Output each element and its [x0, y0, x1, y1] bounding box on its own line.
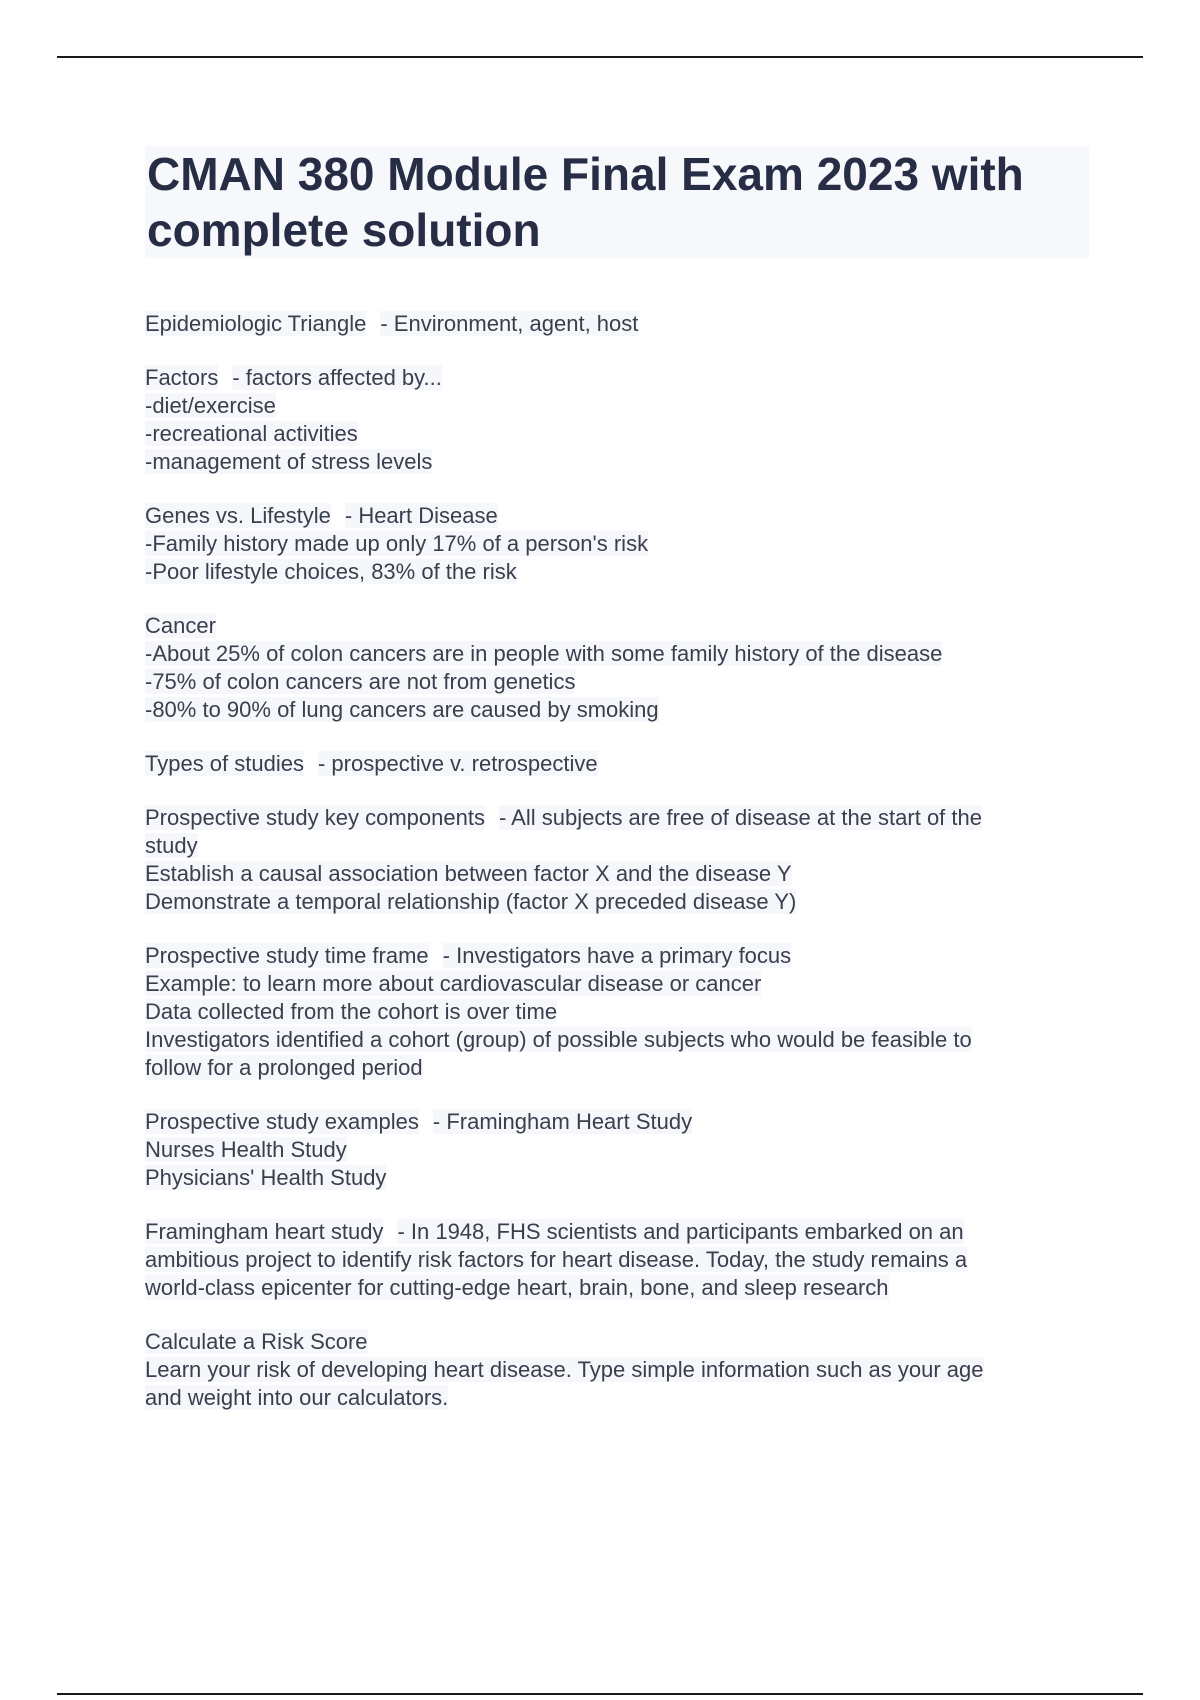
entry-first-line — [145, 1108, 1085, 1136]
qa-entry — [145, 942, 1085, 1082]
qa-entry — [145, 502, 1085, 586]
entry-term: Epidemiologic Triangle — [145, 311, 367, 336]
entry-answer: - All subjects are free of disease at the start of the — [498, 805, 982, 830]
entry-term: Prospective study key components — [145, 805, 485, 830]
entry-answer-text: and weight into our calculators. — [145, 1385, 449, 1410]
entry-answer-line — [145, 640, 1085, 668]
entry-answer-line — [145, 558, 1085, 586]
entry-term: Genes vs. Lifestyle — [145, 503, 331, 528]
entry-answer-text: Establish a causal association between factor X and the disease Y — [145, 861, 792, 886]
entry-first-line — [145, 1218, 1085, 1246]
qa-entry — [145, 1218, 1085, 1302]
entry-answer-text: -About 25% of colon cancers are in people with some family history of the disease — [145, 641, 943, 666]
entry-term: Framingham heart study — [145, 1219, 384, 1244]
entry-first-line — [145, 502, 1085, 530]
entry-answer: - prospective v. retrospective — [317, 751, 598, 776]
entry-first-line — [145, 804, 1085, 832]
entry-answer-line — [145, 860, 1085, 888]
qa-entry — [145, 1328, 1085, 1412]
entry-answer-line — [145, 1384, 1085, 1412]
entry-answer-line — [145, 530, 1085, 558]
entry-answer-text: -Family history made up only 17% of a person's risk — [145, 531, 649, 556]
qa-entry — [145, 750, 1085, 778]
entry-answer-line — [145, 1246, 1085, 1274]
entry-term: Cancer — [145, 613, 216, 638]
entry-answer-line — [145, 448, 1085, 476]
entry-answer-text: world-class epicenter for cutting-edge heart, brain, bone, and sleep research — [145, 1275, 889, 1300]
entry-answer-line — [145, 888, 1085, 916]
entry-answer-text: -recreational activities — [145, 421, 358, 446]
entry-answer-text: Nurses Health Study — [145, 1137, 347, 1162]
entry-answer-text: study — [145, 833, 198, 858]
entry-term: Prospective study examples — [145, 1109, 419, 1134]
entry-answer-text: -diet/exercise — [145, 393, 276, 418]
entry-answer-line — [145, 1136, 1085, 1164]
entry-answer: - factors affected by... — [232, 365, 442, 390]
entry-answer: - Environment, agent, host — [380, 311, 639, 336]
entry-answer-text: -80% to 90% of lung cancers are caused by smoking — [145, 697, 659, 722]
entry-answer-text: Data collected from the cohort is over time — [145, 999, 558, 1024]
qa-entry — [145, 804, 1085, 916]
entry-answer-line — [145, 392, 1085, 420]
entry-answer-line — [145, 832, 1085, 860]
entry-first-line — [145, 612, 1085, 640]
entry-answer-line — [145, 1026, 1085, 1054]
entry-answer-line — [145, 696, 1085, 724]
entry-first-line — [145, 750, 1085, 778]
entry-answer-line — [145, 1164, 1085, 1192]
entry-answer-line — [145, 1356, 1085, 1384]
entry-answer: - In 1948, FHS scientists and participants embarked on an — [397, 1219, 964, 1244]
entry-answer-text: Example: to learn more about cardiovascular disease or cancer — [145, 971, 762, 996]
entry-answer-text: -Poor lifestyle choices, 83% of the risk — [145, 559, 517, 584]
entry-answer-line — [145, 998, 1085, 1026]
qa-entry — [145, 364, 1085, 476]
entry-answer: - Framingham Heart Study — [432, 1109, 693, 1134]
entry-answer-text: -75% of colon cancers are not from genetics — [145, 669, 576, 694]
entry-first-line — [145, 942, 1085, 970]
entry-first-line — [145, 1328, 1085, 1356]
entry-answer-text: -management of stress levels — [145, 449, 433, 474]
entry-term: Calculate a Risk Score — [145, 1329, 368, 1354]
entry-term: Types of studies — [145, 751, 304, 776]
entry-answer-line — [145, 970, 1085, 998]
qa-entry — [145, 612, 1085, 724]
entry-first-line — [145, 310, 1085, 338]
entry-answer-text: Learn your risk of developing heart disease. Type simple information such as your age — [145, 1357, 984, 1382]
entry-term: Factors — [145, 365, 219, 390]
entry-answer: - Heart Disease — [344, 503, 498, 528]
entry-answer-text: ambitious project to identify risk factors for heart disease. Today, the study remains a — [145, 1247, 968, 1272]
document-title: CMAN 380 Module Final Exam 2023 with complete solution — [145, 146, 1089, 258]
qa-entry — [145, 310, 1085, 338]
entry-answer-line — [145, 1274, 1085, 1302]
entry-term: Prospective study time frame — [145, 943, 429, 968]
entry-answer-text: Demonstrate a temporal relationship (factor X preceded disease Y) — [145, 889, 797, 914]
entry-answer-line — [145, 420, 1085, 448]
entry-first-line — [145, 364, 1085, 392]
entry-answer-line — [145, 1054, 1085, 1082]
bottom-rule — [57, 1693, 1143, 1695]
qa-entry — [145, 1108, 1085, 1192]
top-rule — [57, 56, 1143, 58]
entry-answer-text: Investigators identified a cohort (group) of possible subjects who would be feasible to — [145, 1027, 972, 1052]
entry-answer: - Investigators have a primary focus — [442, 943, 792, 968]
document-body — [145, 310, 1085, 1438]
entry-answer-line — [145, 668, 1085, 696]
entry-answer-text: follow for a prolonged period — [145, 1055, 423, 1080]
entry-answer-text: Physicians' Health Study — [145, 1165, 387, 1190]
